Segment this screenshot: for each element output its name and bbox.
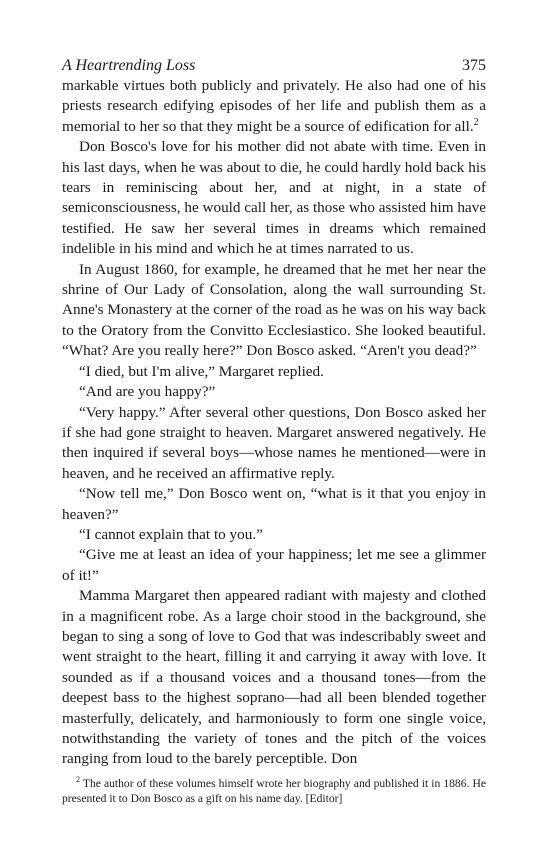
footnote-number: 2	[76, 774, 80, 784]
paragraph: Mamma Margaret then appeared radiant with majesty and clothed in a magnificent robe. As a large choir stood in the background, she began to sing a song of love to God that was indescribably sweet and went straight to the heart, filling it and carrying it away with love. It sounded as if a thousand voices and a thousand tones—from the deepest bass to the highest soprano—had all been blended together masterfully, delicately, and harmoniously to form one single voice, notwithstanding the variety of tones and the pitch of the voices ranging from loud to the barely perceptible. Don	[62, 587, 486, 768]
paragraph: markable virtues both publicly and privately. He also had one of his priests research edifying episodes of her life and publish them as a memorial to her so that they might be a source of edification for all.$^2$	[62, 77, 486, 135]
footnote	[62, 776, 486, 806]
paragraph: “Now tell me,” Don Bosco went on, “what is it that you enjoy in heaven?”	[62, 485, 486, 523]
paragraph: “I died, but I'm alive,” Margaret replied.	[79, 362, 324, 380]
body-text	[62, 76, 486, 770]
book-page	[62, 56, 486, 806]
page-number: 375	[462, 57, 486, 74]
running-head	[62, 56, 486, 76]
chapter-title: A Heartrending Loss	[62, 57, 196, 74]
footnote-marker: 2	[473, 116, 479, 128]
footnote-text: The author of these volumes himself wrote her biography and published it in 1886. He presented it to Don Bosco as a gift on his name day. [Editor]	[62, 776, 486, 805]
paragraph: “Give me at least an idea of your happiness; let me see a glimmer of it!”	[62, 546, 486, 584]
paragraph: In August 1860, for example, he dreamed that he met her near the shrine of Our Lady of Consolation, along the wall surrounding St. Anne's Monastery at the corner of the road as he was on his way back to the Oratory from the Convitto Ecclesiastico. She looked beautiful. “What? Are you really here?” Don Bosco asked. “Aren't you dead?”	[62, 260, 486, 360]
paragraph: “And are you happy?”	[79, 383, 216, 401]
paragraph: “I cannot explain that to you.”	[79, 525, 263, 543]
paragraph: Don Bosco's love for his mother did not abate with time. Even in his last days, when he was about to die, he could hardly hold back his tears in reminiscing about her, and at night, in a state of semiconsciousness, he would call her, as those who assisted him have testified. He saw her several times in dreams which remained indelible in his mind and which he at times narrated to us.	[62, 138, 486, 258]
paragraph: “Very happy.” After several other questions, Don Bosco asked her if she had gone straight to heaven. Margaret answered negatively. He then inquired if several boys—whose names he mentioned—were in heaven, and he received an affirmative reply.	[62, 403, 486, 482]
